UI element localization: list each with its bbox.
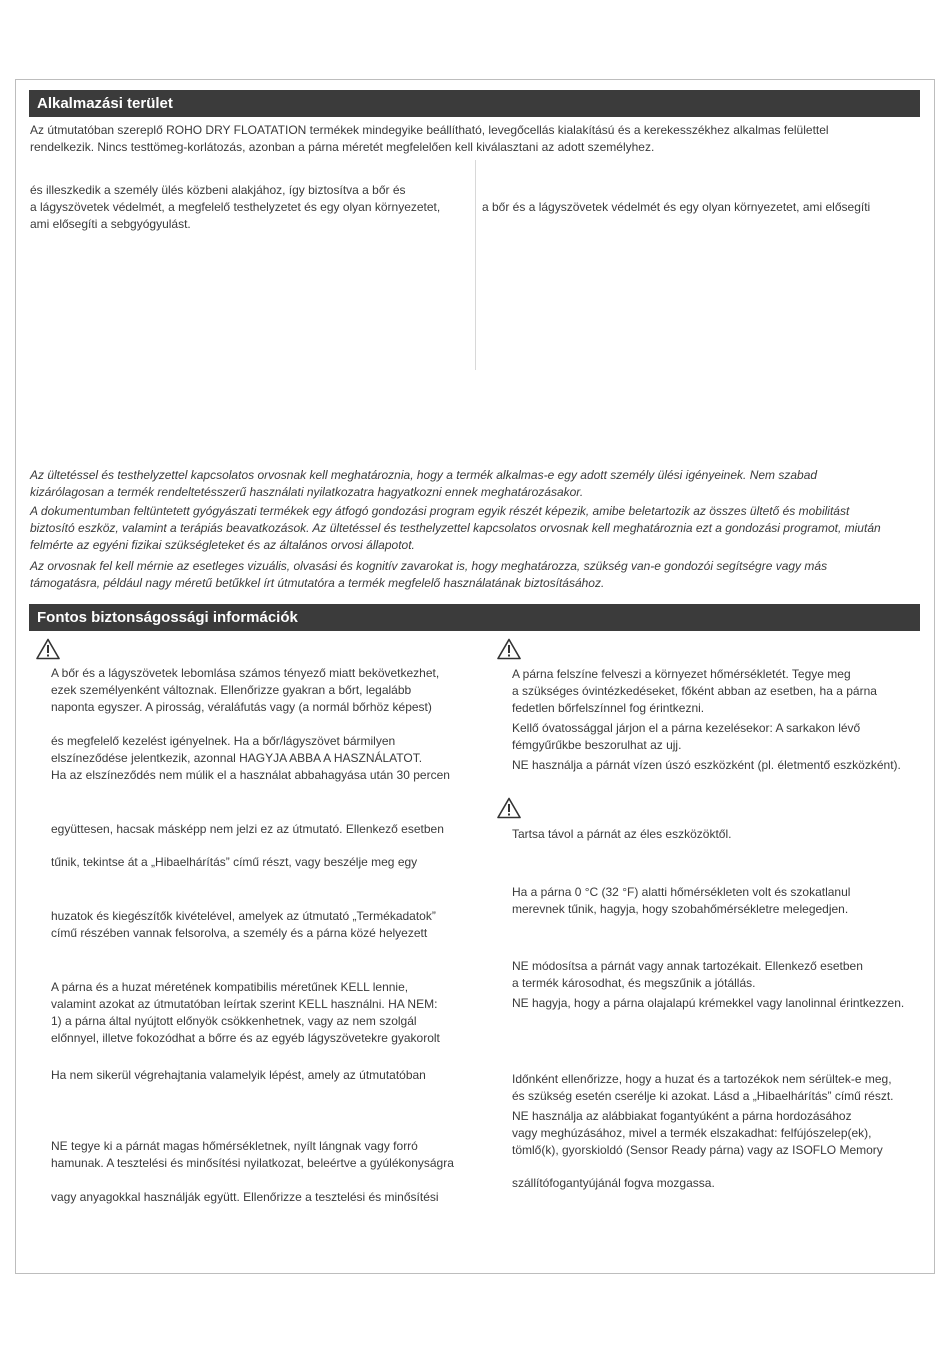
safety-left-line: A párna és a huzat méretének kompatibilis méretűnek KELL lennie, xyxy=(51,980,409,994)
safety-left-line: elszíneződése jelentkezik, azonnal HAGYJA ABBA A HASZNÁLATOT. xyxy=(51,751,423,765)
safety-left-line: Ha az elszíneződés nem múlik el a használat abbahagyása után 30 percen xyxy=(51,768,450,782)
safety-left-line: huzatok és kiegészítők kivételével, amelyek az útmutató „Termékadatok” xyxy=(51,909,436,923)
safety-left-line: és megfelelő kezelést igényelnek. Ha a bőr/lágyszövet bármilyen xyxy=(51,734,396,748)
warning-triangle-icon xyxy=(497,638,521,660)
safety-right-line: tömlő(k), gyorskioldó (Sensor Ready párna) vagy az ISOFLO Memory xyxy=(512,1143,883,1157)
scope-note-line: Az orvosnak fel kell mérnie az esetleges vizuális, olvasási és kognitív zavarokat is, hogy meghatározza, szükség van-e gondozói segítségre vagy más xyxy=(30,559,828,573)
scope-intro-line: Az útmutatóban szereplő ROHO DRY FLOATATION termékek mindegyike beállítható, levegőcellás kialakítású és a kerekesszékhez alkalmas felülettel xyxy=(30,123,829,137)
safety-right-line: merevnek tűnik, hagyja, hogy szobahőmérsékletre melegedjen. xyxy=(512,902,849,916)
safety-left-line: Ha nem sikerül végrehajtania valamelyik lépést, amely az útmutatóban xyxy=(51,1068,426,1082)
safety-right-line: és szükség esetén cserélje ki azokat. Lásd a „Hibaelhárítás” című részt. xyxy=(512,1089,894,1103)
safety-left-line: vagy anyagokkal használják együtt. Ellenőrizze a tesztelési és minősítési xyxy=(51,1190,439,1204)
column-divider xyxy=(475,160,476,370)
scope-note-line: biztosító eszköz, valamint a terápiás beavatkozások. Az ültetéssel és testhelyzettel kapcsolatos orvosnak kell meghatároznia ezt a gondozási programot, miután xyxy=(30,521,881,535)
scope-note-line: kizárólagosan a termék rendeltetésszerű használati nyilatkozatra hagyatkozni ennek meghatározásakor. xyxy=(30,485,584,499)
safety-left-line: valamint azokat az útmutatóban leírtak szerint KELL használni. HA NEM: xyxy=(51,997,438,1011)
scope-intro-line: rendelkezik. Nincs testtömeg-korlátozás, azonban a párna méretét megfelelően kell kiválasztani az adott személyhez. xyxy=(30,140,655,154)
warning-triangle-icon xyxy=(497,797,521,819)
safety-right-line: A párna felszíne felveszi a környezet hőmérsékletét. Tegye meg xyxy=(512,667,851,681)
safety-right-line: NE módosítsa a párnát vagy annak tartozékait. Ellenkező esetben xyxy=(512,959,863,973)
scope-left-line: és illeszkedik a személy ülés közbeni alakjához, így biztosítva a bőr és xyxy=(30,183,406,197)
safety-left-line: ezek személyenként változnak. Ellenőrizze gyakran a bőrt, legalább xyxy=(51,683,412,697)
safety-right-line: a termék károsodhat, és megszűnik a jótállás. xyxy=(512,976,756,990)
safety-right-line: NE hagyja, hogy a párna olajalapú krémekkel vagy lanolinnal érintkezzen. xyxy=(512,996,905,1010)
section-header-scope: Alkalmazási terület xyxy=(29,90,920,117)
safety-right-line: NE használja a párnát vízen úszó eszközként (pl. életmentő eszközként). xyxy=(512,758,901,772)
scope-left-line: a lágyszövetek védelmét, a megfelelő testhelyzetet és egy olyan környezetet, xyxy=(30,200,441,214)
safety-left-line: előnnyel, illetve fokozódhat a bőrre és az egyéb lágyszövetekre gyakorolt xyxy=(51,1031,440,1045)
safety-right-line: fedetlen bőrfelszínnel fog érintkezni. xyxy=(512,701,705,715)
safety-left-line: naponta egyszer. A pirosság, véraláfutás vagy (a normál bőrhöz képest) xyxy=(51,700,432,714)
safety-left-line: A bőr és a lágyszövetek lebomlása számos tényező miatt bekövetkezhet, xyxy=(51,666,440,680)
scope-note-line: felmérte az egyéni fizikai szükségleteket és az általános orvosi állapotot. xyxy=(30,538,415,552)
safety-right-line: a szükséges óvintézkedéseket, főként abban az esetben, ha a párna xyxy=(512,684,877,698)
safety-left-line: hamunak. A tesztelési és minősítési nyilatkozat, beleértve a gyúlékonyságra xyxy=(51,1156,454,1170)
safety-right-line: Tartsa távol a párnát az éles eszközöktől. xyxy=(512,827,732,841)
scope-note-line: Az ültetéssel és testhelyzettel kapcsolatos orvosnak kell meghatároznia, hogy a termék alkalmas-e egy adott személy ülési igényeinek. Nem szabad xyxy=(30,468,818,482)
scope-note-line: A dokumentumban feltüntetett gyógyászati termékek egy átfogó gondozási program egyik részét képezik, amibe beletartozik az összes ültető és mobilitást xyxy=(30,504,850,518)
scope-right-line: a bőr és a lágyszövetek védelmét és egy olyan környezetet, ami elősegíti xyxy=(482,200,871,214)
scope-note-line: támogatásra, például nagy méretű betűkkel írt útmutatóra a termék megfelelő használatának biztosításához. xyxy=(30,576,605,590)
safety-right-line: Ha a párna 0 °C (32 °F) alatti hőmérsékleten volt és szokatlanul xyxy=(512,885,851,899)
safety-left-line: együttesen, hacsak másképp nem jelzi ez az útmutató. Ellenkező esetben xyxy=(51,822,444,836)
safety-right-line: szállítófogantyújánál fogva mozgassa. xyxy=(512,1176,715,1190)
safety-left-line: című részében vannak felsorolva, a személy és a párna közé helyezett xyxy=(51,926,428,940)
safety-left-line: tűnik, tekintse át a „Hibaelhárítás” című részt, vagy beszélje meg egy xyxy=(51,855,418,869)
safety-right-line: Kellő óvatossággal járjon el a párna kezelésekor: A sarkakon lévő xyxy=(512,721,861,735)
warning-triangle-icon xyxy=(36,638,60,660)
safety-right-line: fémgyűrűkbe beszorulhat az ujj. xyxy=(512,738,682,752)
safety-left-line: NE tegye ki a párnát magas hőmérsékletnek, nyílt lángnak vagy forró xyxy=(51,1139,418,1153)
safety-right-line: Időnként ellenőrizze, hogy a huzat és a tartozékok nem sérültek-e meg, xyxy=(512,1072,892,1086)
safety-right-line: vagy meghúzásához, mivel a termék elszakadhat: felfújószelep(ek), xyxy=(512,1126,872,1140)
safety-left-line: 1) a párna által nyújtott előnyök csökkenhetnek, vagy az nem szolgál xyxy=(51,1014,417,1028)
safety-right-line: NE használja az alábbiakat fogantyúként a párna hordozásához xyxy=(512,1109,852,1123)
scope-left-line: ami elősegíti a sebgyógyulást. xyxy=(30,217,191,231)
section-header-safety: Fontos biztonságossági információk xyxy=(29,604,920,631)
